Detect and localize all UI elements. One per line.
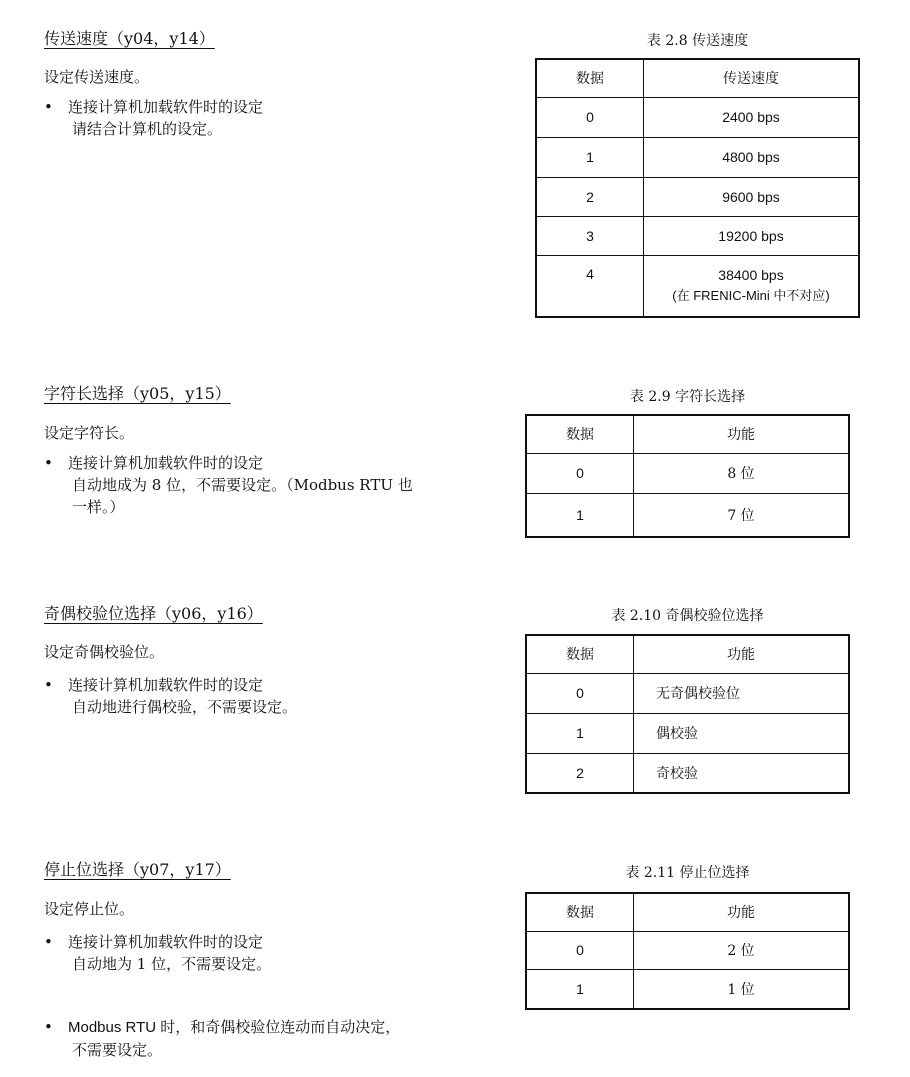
bullet-line: 连接计算机加载软件时的设定 bbox=[68, 98, 264, 116]
table-row bbox=[526, 969, 849, 1009]
bullet-item: • Modbus RTU 时，和奇偶校验位连动而自动决定， 不需要设定。 bbox=[44, 1018, 401, 1059]
table-row bbox=[536, 255, 859, 317]
bullet-item: • 连接计算机加载软件时的设定 自动地成为 8 位，不需要设定。（Modbus RTU 也 一样。） bbox=[44, 454, 413, 516]
table-cell: 1 位 bbox=[634, 969, 850, 1009]
cell-value: 38400 bps bbox=[718, 267, 784, 284]
table-cell: 2 bbox=[526, 753, 634, 793]
section-description-char-length: 设定字符长。 bbox=[44, 424, 135, 442]
header-cell: 数据 bbox=[526, 635, 634, 673]
table-cell: 9600 bps bbox=[644, 177, 860, 216]
header-cell: 传送速度 bbox=[644, 59, 860, 97]
header-cell: 功能 bbox=[634, 893, 850, 931]
bullet-item: • 连接计算机加载软件时的设定 自动地为 1 位，不需要设定。 bbox=[44, 933, 272, 973]
header-cell: 数据 bbox=[526, 415, 634, 453]
table-baud-rate bbox=[535, 58, 860, 318]
bullet-item: • 连接计算机加载软件时的设定 请结合计算机的设定。 bbox=[44, 98, 264, 138]
table-row bbox=[526, 713, 849, 753]
section-heading-stop-bit: 停止位选择（y07，y17） bbox=[44, 860, 231, 879]
bullet-item: • 连接计算机加载软件时的设定 自动地进行偶校验，不需要设定。 bbox=[44, 676, 298, 716]
table-header-row bbox=[526, 635, 849, 673]
header-cell: 数据 bbox=[526, 893, 634, 931]
table-cell: 2 位 bbox=[634, 931, 850, 969]
table-row bbox=[526, 453, 849, 493]
bullet-line: 自动地成为 8 位，不需要设定。（Modbus RTU 也 bbox=[72, 476, 413, 494]
table-caption-2-11: 表 2.11 停止位选择 bbox=[625, 865, 750, 881]
section-description-parity: 设定奇偶校验位。 bbox=[44, 643, 165, 661]
section-heading-baud-rate: 传送速度（y04，y14） bbox=[44, 29, 215, 48]
table-row bbox=[536, 177, 859, 216]
bullet-line: 自动地进行偶校验，不需要设定。 bbox=[72, 698, 298, 716]
table-cell: 0 bbox=[526, 673, 634, 713]
table-cell: 奇校验 bbox=[634, 753, 850, 793]
table-row bbox=[536, 97, 859, 137]
bullet-line: 连接计算机加载软件时的设定 bbox=[68, 454, 264, 472]
table-row bbox=[536, 216, 859, 255]
table-cell: 2400 bps bbox=[644, 97, 860, 137]
table-caption-2-10: 表 2.10 奇偶校验位选择 bbox=[611, 608, 764, 624]
table-row bbox=[536, 137, 859, 177]
table-cell: 1 bbox=[526, 713, 634, 753]
table-cell: 19200 bps bbox=[644, 216, 860, 255]
table-parity bbox=[525, 634, 850, 794]
table-caption-2-8: 表 2.8 传送速度 bbox=[646, 33, 749, 49]
table-cell bbox=[644, 255, 860, 317]
table-cell: 0 bbox=[536, 97, 644, 137]
table-cell: 0 bbox=[526, 931, 634, 969]
table-cell: 7 位 bbox=[634, 493, 850, 537]
cell-note: (在 FRENIC-Mini 中不对应) bbox=[672, 288, 830, 304]
table-char-length bbox=[525, 414, 850, 538]
table-header-row bbox=[526, 893, 849, 931]
table-cell: 偶校验 bbox=[634, 713, 850, 753]
table-cell: 4 bbox=[536, 255, 644, 317]
bullet-line: 连接计算机加载软件时的设定 bbox=[68, 676, 264, 694]
table-cell: 无奇偶校验位 bbox=[634, 673, 850, 713]
section-heading-parity: 奇偶校验位选择（y06，y16） bbox=[44, 604, 263, 623]
bullet-line: 一样。） bbox=[72, 498, 125, 516]
table-cell: 4800 bps bbox=[644, 137, 860, 177]
table-row bbox=[526, 931, 849, 969]
bullet-line: 连接计算机加载软件时的设定 bbox=[68, 933, 264, 951]
bullet-line: 自动地为 1 位，不需要设定。 bbox=[72, 955, 272, 973]
table-cell: 1 bbox=[526, 493, 634, 537]
header-cell: 功能 bbox=[634, 635, 850, 673]
header-cell: 数据 bbox=[536, 59, 644, 97]
table-cell: 1 bbox=[526, 969, 634, 1009]
table-row bbox=[526, 753, 849, 793]
bullet-line: Modbus RTU 时，和奇偶校验位连动而自动决定， bbox=[68, 1019, 401, 1036]
bullet-line: 不需要设定。 bbox=[72, 1041, 163, 1059]
table-cell: 2 bbox=[536, 177, 644, 216]
header-cell: 功能 bbox=[634, 415, 850, 453]
table-caption-2-9: 表 2.9 字符长选择 bbox=[629, 389, 746, 405]
section-description-stop-bit: 设定停止位。 bbox=[44, 900, 135, 918]
section-heading-char-length: 字符长选择（y05，y15） bbox=[44, 384, 231, 403]
bullet-line: 请结合计算机的设定。 bbox=[72, 120, 223, 138]
table-row bbox=[526, 493, 849, 537]
table-cell: 3 bbox=[536, 216, 644, 255]
table-row bbox=[526, 673, 849, 713]
table-header-row bbox=[536, 59, 859, 97]
table-cell: 0 bbox=[526, 453, 634, 493]
table-cell: 1 bbox=[536, 137, 644, 177]
table-cell: 8 位 bbox=[634, 453, 850, 493]
table-stop-bit bbox=[525, 892, 850, 1010]
table-header-row bbox=[526, 415, 849, 453]
section-description-baud-rate: 设定传送速度。 bbox=[44, 68, 150, 86]
